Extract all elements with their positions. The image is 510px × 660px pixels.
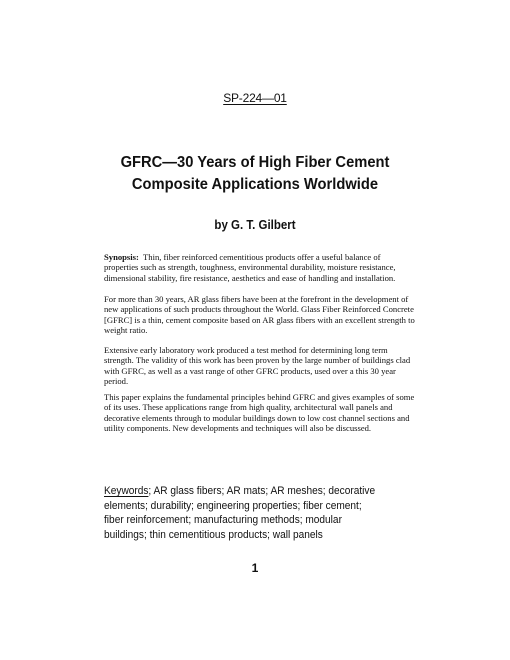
page-number: 1 — [251, 561, 259, 575]
keywords-label: Keywords — [104, 485, 149, 497]
synopsis-text: Thin, fiber reinforced cementitious products offer a useful balance of properties such as strength, toughness, environmental durability, moisture resistance, dimensional stability, fire resistance, aesthetics and ease of handling and installation. — [104, 252, 396, 283]
keywords-section — [104, 484, 380, 542]
keywords-text: ; AR glass fibers; AR mats; AR meshes; decorative elements; durability; engineering properties; fiber cement; fiber reinforcement; manufacturing methods; modular buildings; thin cementitious products; wall panels — [104, 485, 376, 541]
title-line-1: GFRC—30 Years of High Fiber Cement — [120, 154, 390, 171]
body-paragraph: For more than 30 years, AR glass fibers have been at the forefront in the development of new applications of such products throughout the World. Glass Fiber Reinforced Concrete [GFRC] is a thin, cement composite based on AR glass fibers with an excellent strength to weight ratio. — [104, 294, 415, 336]
body-paragraph: Extensive early laboratory work produced a test method for determining long term strength. The validity of this work has been proven by the large number of buildings clad with GFRC, as well as a vast range of other GFRC products, used over a this 30 year period. — [104, 345, 411, 387]
title-line-2: Composite Applications Worldwide — [131, 176, 379, 193]
author-byline: by G. T. Gilbert — [214, 218, 296, 232]
synopsis-label: Synopsis: — [104, 252, 139, 262]
paper-title — [20, 152, 489, 196]
paper-code: SP-224—01 — [223, 91, 287, 105]
body-paragraph: This paper explains the fundamental principles behind GFRC and gives examples of some of its uses. These applications range from high quality, architectural wall panels and decorative elements through to modular buildings down to low cost channel sections and utility components. New developments and techniques will also be discussed. — [104, 392, 415, 434]
synopsis-paragraph — [104, 252, 416, 283]
